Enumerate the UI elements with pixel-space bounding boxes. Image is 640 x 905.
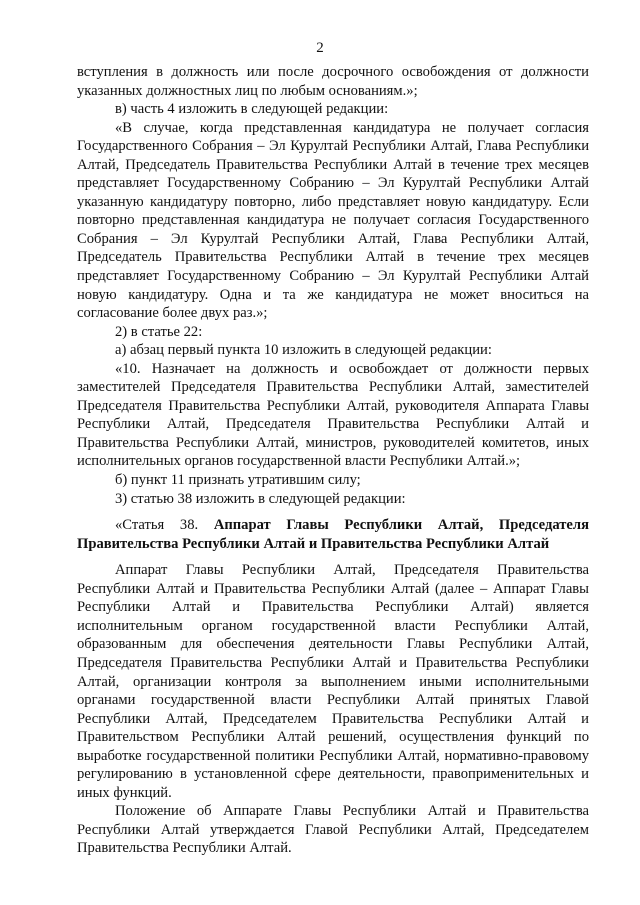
paragraph-amendment-b: б) пункт 11 признать утратившим силу; — [115, 472, 361, 489]
article-prefix: «Статья 38. — [115, 517, 214, 534]
article-paragraph-2: Положение об Аппарате Главы Республики Алтай и Правительства Республики Алтай утверждается Главой Республики Алтай, Председателем Правительства Республики Алтай. — [77, 803, 589, 857]
article-heading — [77, 516, 589, 553]
paragraph-amendment-a: а) абзац первый пункта 10 изложить в следующей редакции: — [115, 342, 492, 359]
paragraph-amendment-v: в) часть 4 изложить в следующей редакции: — [115, 101, 389, 118]
paragraph-continuation: вступления в должность или после досрочного освобождения от должности указанных должностных лиц по любым основаниям.»; — [77, 64, 589, 99]
article-paragraph-1: Аппарат Главы Республики Алтай, Председателя Правительства Республики Алтай и Правительства Республики Алтай (далее – Аппарат Главы Республики Алтай и Правительства Республики Алтай) является исполнительным органом государственной власти Республики Алтай, образованным для обеспечения деятельности Главы Республики Алтай, Председателя Правительства Республики Алтай и Правительства Республики Алтай, организации контроля за выполнением иными исполнительными органами государственной власти Республики Алтай принятых Главой Республики Алтай, Председателем Правительства Республики Алтай и Правительством Республики Алтай решений, осуществления функций по выработке государственной политики Республики Алтай, нормативно-правовому регулированию в установленной сфере деятельности, правоприменительных и иных функций. — [77, 562, 589, 801]
article-title: Аппарат Главы Республики Алтай, Председателя Правительства Республики Алтай и Правительства Республики Алтай — [77, 517, 589, 552]
page-number: 2 — [316, 40, 324, 56]
paragraph-article38: 3) статью 38 изложить в следующей редакции: — [115, 490, 406, 507]
paragraph-quote-part4: «В случае, когда представленная кандидатура не получает согласия Государственного Собрания – Эл Курултай Республики Алтай, Глава Республики Алтай, Председатель Правительства Республики Алтай в течение трех месяцев представляет Государственному Собранию – Эл Курултай Республики Алтай указанную кандидатуру повторно, либо представляет новую кандидатуру. Если повторно представленная кандидатура не получает согласия Государственного Собрания – Эл Курултай Республики Алтай, Глава Республики Алтай, Председатель Правительства Республики Алтай в течение трех месяцев представляет Государственному Собранию – Эл Курултай Республики Алтай новую кандидатуру. Одна и та же кандидатура не может вноситься на согласование более двух раз.»; — [77, 119, 589, 322]
paragraph-article22: 2) в статье 22: — [115, 323, 203, 340]
document-body — [77, 63, 589, 858]
paragraph-quote-item10: «10. Назначает на должность и освобождает от должности первых заместителей Председателя Правительства Республики Алтай, заместителей Председателя Правительства Республики Алтай, руководителя Аппарата Главы Республики Алтай, Председателя Правительства Республики Алтай и Правительства Республики Алтай, министров, руководителей комитетов, иных исполнительных органов государственной власти Республики Алтай.»; — [77, 360, 589, 470]
